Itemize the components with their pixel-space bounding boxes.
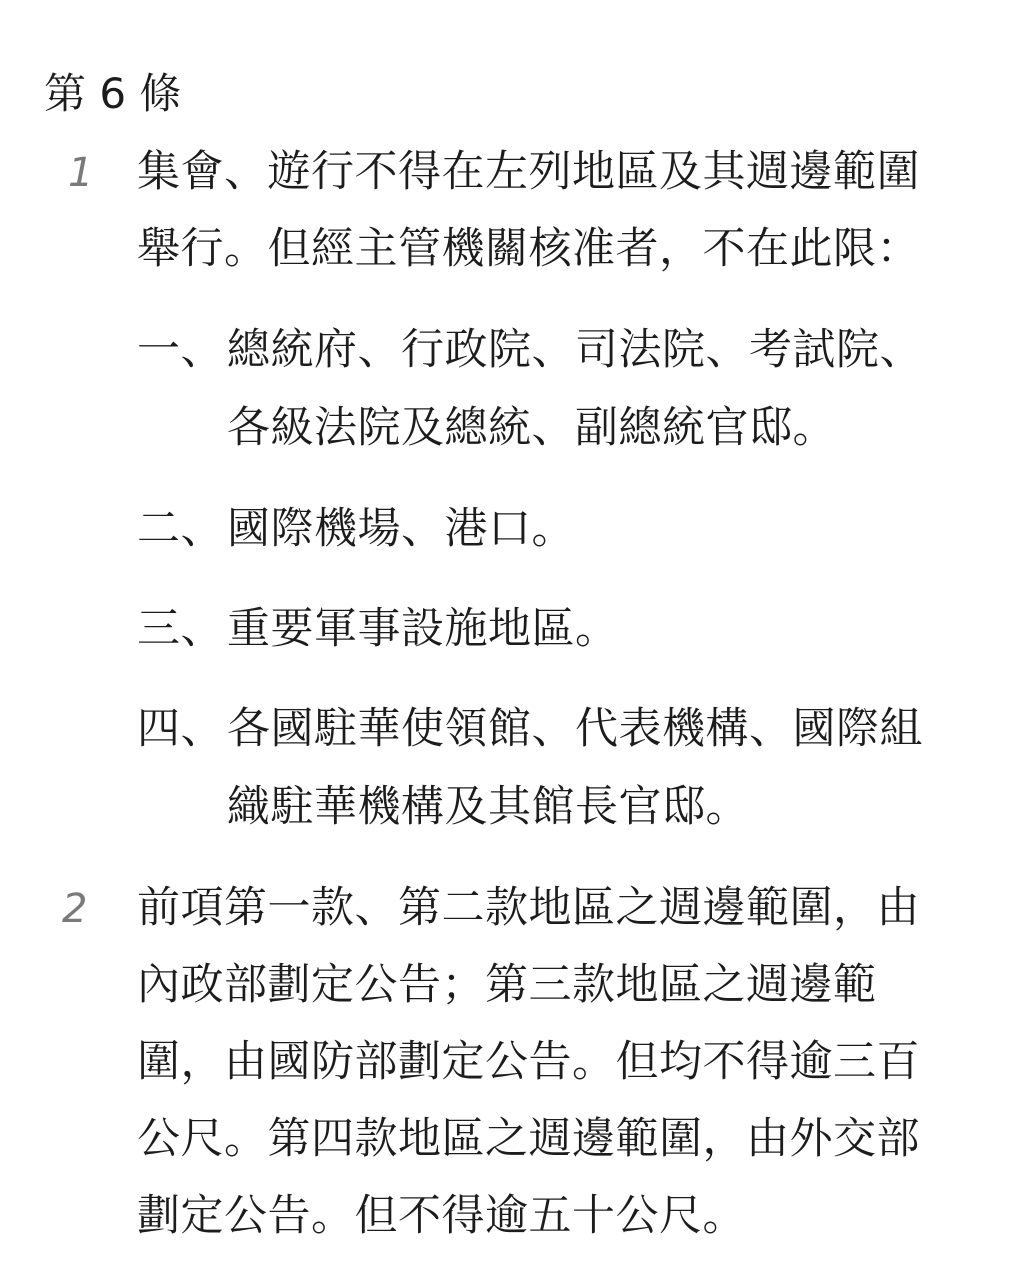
item-marker: 一、: [137, 325, 224, 375]
paragraph-line: 集會、遊行不得在左列地區及其週邊範圍: [137, 147, 920, 197]
paragraph-line: 圍，由國防部劃定公告。但均不得逾三百: [137, 1037, 920, 1087]
item-line: 國際機場、港口。: [227, 504, 575, 554]
item-line: 各國駐華使領館、代表機構、國際組: [227, 704, 923, 754]
item-line: 總統府、行政院、司法院、考試院、: [227, 325, 923, 375]
paragraph-line: 內政部劃定公告；第三款地區之週邊範: [137, 960, 877, 1010]
paragraph-line: 前項第一款、第二款地區之週邊範圍，由: [137, 883, 920, 933]
item-line: 重要軍事設施地區。: [227, 604, 619, 654]
item-marker: 二、: [137, 504, 224, 554]
paragraph-line: 舉行。但經主管機關核准者，不在此限：: [137, 224, 920, 274]
item-marker: 四、: [137, 704, 224, 754]
paragraph-line: 公尺。第四款地區之週邊範圍，由外交部: [137, 1114, 920, 1164]
paragraph-line: 劃定公告。但不得逾五十公尺。: [137, 1191, 746, 1241]
item-line: 織駐華機構及其館長官邸。: [227, 782, 749, 832]
paragraph-number: 2: [62, 886, 88, 932]
article-title: 第 6 條: [44, 69, 182, 118]
item-line: 各級法院及總統、副總統官邸。: [227, 403, 836, 453]
paragraph-number: 1: [68, 150, 94, 196]
item-marker: 三、: [137, 604, 224, 654]
